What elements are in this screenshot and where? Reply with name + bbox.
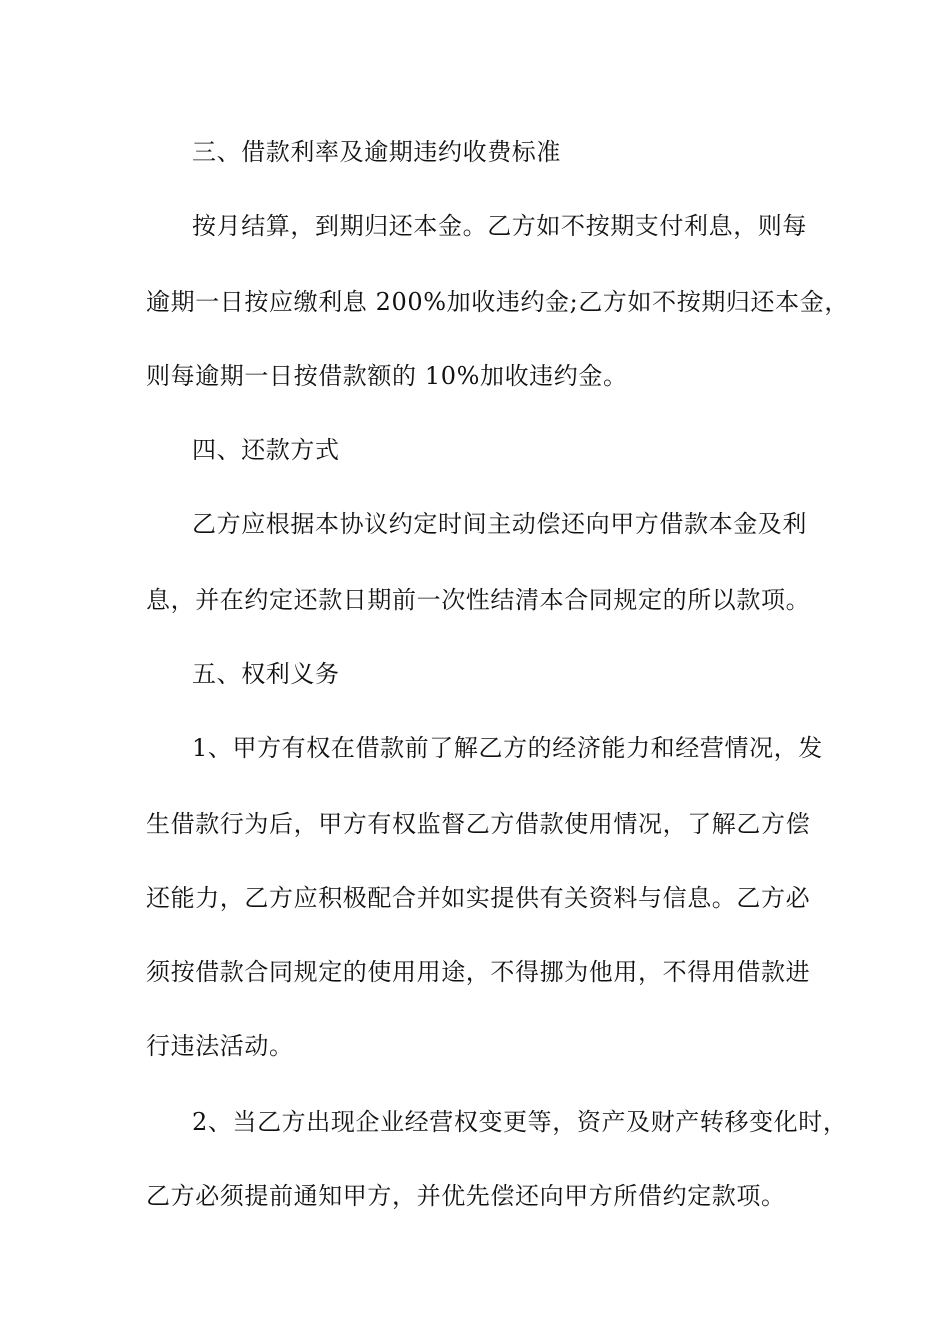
paragraph-line: 则每逾期一日按借款额的 10%加收违约金。 [146, 362, 628, 390]
paragraph-line: 还能力，乙方应积极配合并如实提供有关资料与信息。乙方必 [146, 884, 811, 912]
section-3-heading: 三、借款利率及逾期违约收费标准 [192, 138, 561, 166]
paragraph-line: 息，并在约定还款日期前一次性结清本合同规定的所以款项。 [146, 586, 811, 614]
paragraph-line: 2、当乙方出现企业经营权变更等，资产及财产转移变化时， [192, 1108, 848, 1136]
paragraph-line: 乙方应根据本协议约定时间主动偿还向甲方借款本金及利 [192, 510, 807, 538]
paragraph-line: 按月结算，到期归还本金。乙方如不按期支付利息，则每 [192, 212, 807, 240]
paragraph-line: 1、甲方有权在借款前了解乙方的经济能力和经营情况，发 [192, 734, 823, 762]
paragraph-line: 乙方必须提前通知甲方，并优先偿还向甲方所借约定款项。 [146, 1182, 786, 1210]
paragraph-line: 行违法活动。 [146, 1032, 294, 1060]
section-5-heading: 五、权利义务 [192, 660, 340, 688]
section-4-heading: 四、还款方式 [192, 436, 340, 464]
paragraph-line: 生借款行为后，甲方有权监督乙方借款使用情况，了解乙方偿 [146, 810, 811, 838]
paragraph-line: 逾期一日按应缴利息 200%加收违约金;乙方如不按期归还本金， [146, 288, 849, 316]
paragraph-line: 须按借款合同规定的使用用途，不得挪为他用，不得用借款进 [146, 958, 811, 986]
